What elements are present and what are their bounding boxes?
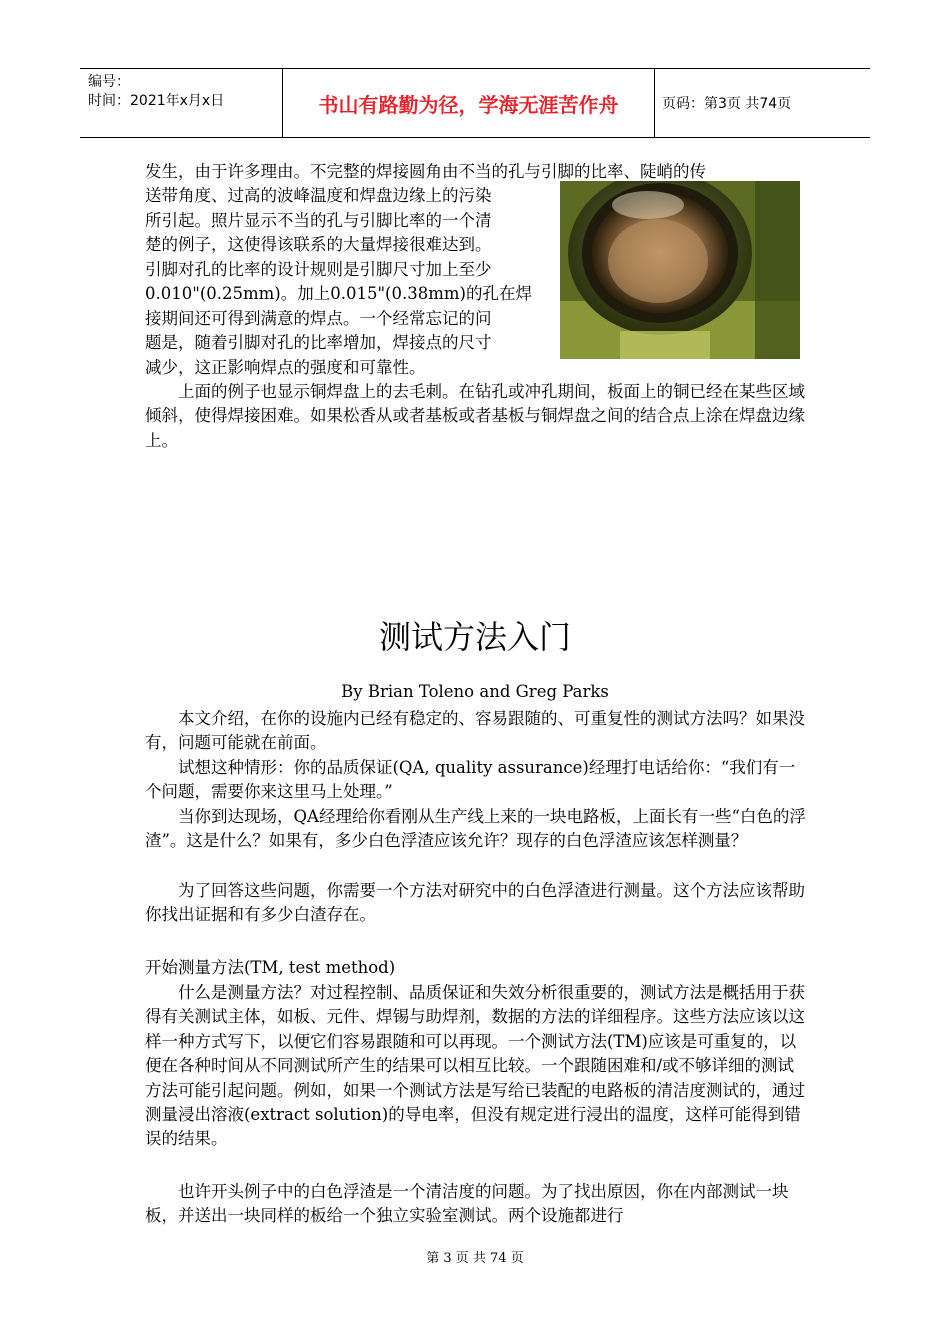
paragraph: 本文介绍，在你的设施内已经有稳定的、容易跟随的、可重复性的测试方法吗？如果没有，问题可能就在前面。 <box>145 709 805 753</box>
serial-label: 编号： <box>88 74 130 90</box>
article-title: 测试方法入门 <box>378 618 571 656</box>
solder-joint-image <box>560 181 800 359</box>
intro-line: 题是，随着引脚对孔的比率增加，焊接点的尺寸 <box>145 333 492 352</box>
time-label: 时间：2021年x月x日 <box>88 93 225 109</box>
section-heading: 开始测量方法(TM, test method) <box>145 958 396 977</box>
paragraph-burr: 上面的例子也显示铜焊盘上的去毛刺。在钻孔或冲孔期间，板面上的铜已经在某些区域倾斜，使得焊接困难。如果松香从或者基板或者基板与铜焊盘之间的结合点上涂在焊盘边缘上。 <box>145 382 805 450</box>
article-byline: By Brian Toleno and Greg Parks <box>341 682 609 701</box>
paragraph: 为了回答这些问题，你需要一个方法对研究中的白色浮渣进行测量。这个方法应该帮助你找出证据和有多少白渣存在。 <box>145 881 805 925</box>
intro-line: 0.010"(0.25mm)。加上0.015"(0.38mm)的孔在焊 <box>145 284 532 303</box>
intro-line: 发生，由于许多理由。不完整的焊接圆角由不当的孔与引脚的比率、陡峭的传 <box>145 162 706 181</box>
paragraph: 当你到达现场，QA经理给你看刚从生产线上来的一块电路板，上面长有一些“白色的浮渣”。这是什么？如果有，多少白色浮渣应该允许？现存的白色浮渣应该怎样测量？ <box>145 807 806 851</box>
intro-line: 所引起。照片显示不当的孔与引脚比率的一个清 <box>145 211 492 230</box>
intro-line: 引脚对孔的比率的设计规则是引脚尺寸加上至少 <box>145 260 492 279</box>
intro-line: 减少，这正影响焊点的强度和可靠性。 <box>145 358 426 377</box>
header-meta-cell <box>80 69 282 137</box>
header-page-info: 页码：第3页 共74页 <box>662 96 792 112</box>
paragraph: 也许开头例子中的白色浮渣是一个清洁度的问题。为了找出原因，你在内部测试一块板，并送出一块同样的板给一个独立实验室测试。两个设施都进行 <box>145 1182 789 1226</box>
page-header <box>80 68 870 138</box>
page-footer: 第 3 页 共 74 页 <box>426 1251 524 1266</box>
header-motto: 书山有路勤为径，学海无涯苦作舟 <box>282 69 655 137</box>
intro-line: 楚的例子，这使得该联系的大量焊接很难达到。 <box>145 235 492 254</box>
intro-line: 送带角度、过高的波峰温度和焊盘边缘上的污染 <box>145 186 492 205</box>
intro-line: 接期间还可得到满意的焊点。一个经常忘记的问 <box>145 309 492 328</box>
solder-joint-photo <box>560 181 800 359</box>
paragraph: 试想这种情形：你的品质保证(QA, quality assurance)经理打电话给你：“我们有一个问题，需要你来这里马上处理。” <box>145 758 796 802</box>
paragraph: 什么是测量方法？对过程控制、品质保证和失效分析很重要的，测试方法是概括用于获得有关测试主体，如板、元件、焊锡与助焊剂，数据的方法的详细程序。这些方法应该以这样一种方式写下，以便它们容易跟随和可以再现。一个测试方法(TM)应该是可重复的，以便在各种时间从不同测试所产生的结果可以相互比较。一个跟随困难和/或不够详细的测试方法可能引起问题。例如，如果一个测试方法是写给已装配的电路板的清洁度测试的，通过测量浸出溶液(extract solution)的导电率，但没有规定进行浸出的温度，这样可能得到错误的结果。 <box>145 983 805 1149</box>
